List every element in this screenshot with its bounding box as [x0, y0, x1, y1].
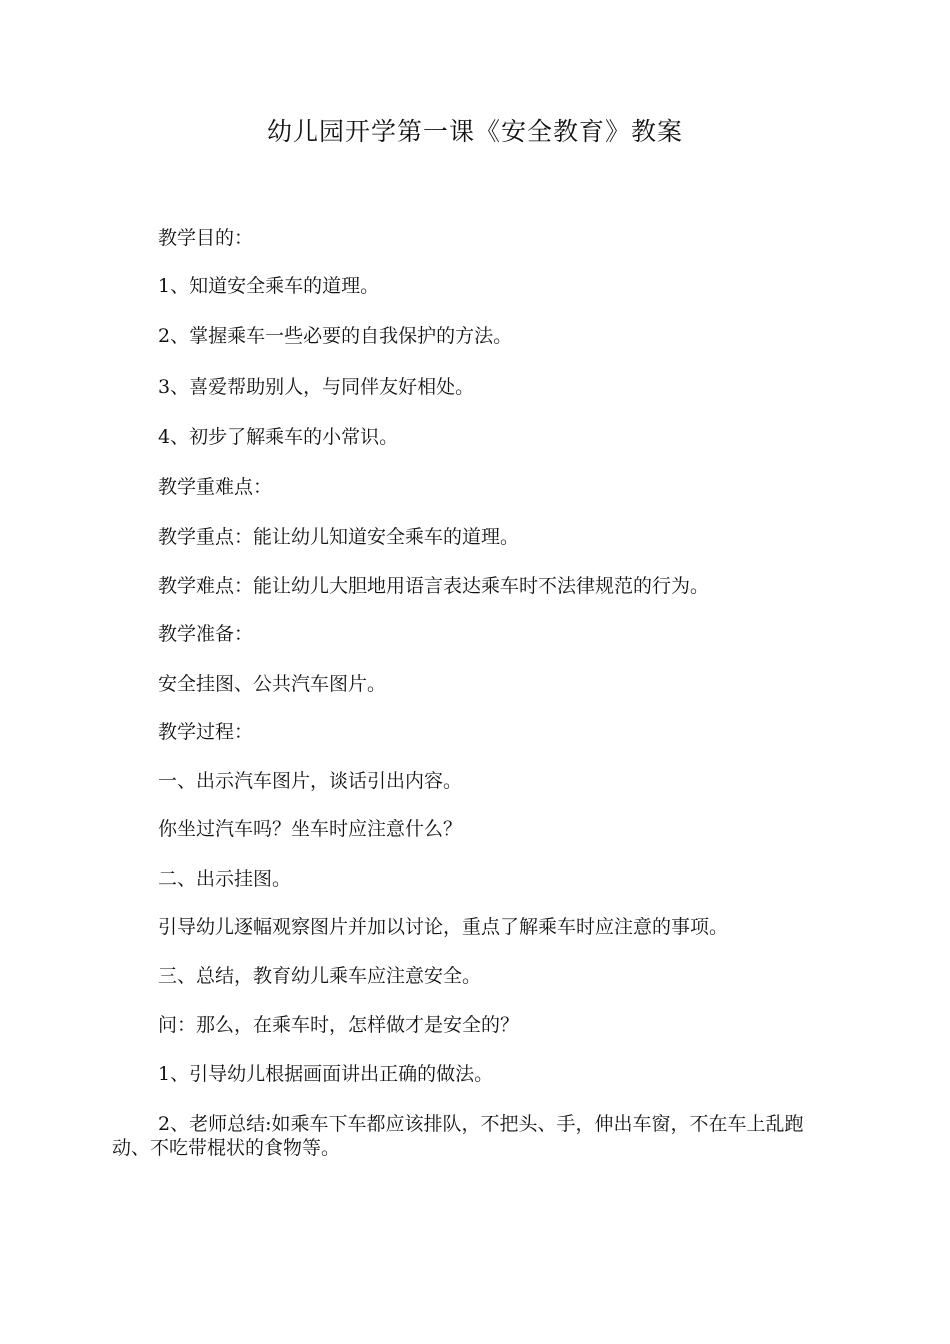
- paragraph-summary: 2、老师总结:如乘车下车都应该排队，不把头、手，伸出车窗，不在车上乱跑动、不吃带棍状的食物等。: [112, 1113, 804, 1159]
- paragraph-preparation: 安全挂图、公共汽车图片。: [158, 673, 387, 695]
- paragraph-step-3: 三、总结，教育幼儿乘车应注意安全。: [158, 965, 482, 987]
- document-title: 幼儿园开学第一课《安全教育》教案: [266, 117, 683, 146]
- paragraph-goal-4: 4、初步了解乘车的小常识。: [158, 426, 399, 448]
- paragraph-preparation-heading: 教学准备：: [158, 623, 254, 645]
- paragraph-guide: 1、引导幼儿根据画面讲出正确的做法。: [158, 1063, 494, 1085]
- paragraph-difficult-point: 教学难点：能让幼儿大胆地用语言表达乘车时不法律规范的行为。: [158, 575, 710, 597]
- paragraph-goal-2: 2、掌握乘车一些必要的自我保护的方法。: [158, 325, 513, 347]
- paragraph-goal-3: 3、喜爱帮助别人，与同伴友好相处。: [158, 376, 475, 398]
- paragraph-key-points-heading: 教学重难点：: [158, 476, 273, 498]
- paragraph-process-heading: 教学过程：: [158, 721, 254, 743]
- paragraph-key-point: 教学重点：能让幼儿知道安全乘车的道理。: [158, 526, 520, 548]
- paragraph-ask: 问：那么，在乘车时，怎样做才是安全的？: [158, 1014, 520, 1036]
- paragraph-step-1: 一、出示汽车图片，谈话引出内容。: [158, 770, 463, 792]
- paragraph-question: 你坐过汽车吗？坐车时应注意什么？: [158, 818, 463, 840]
- paragraph-teaching-goals-heading: 教学目的：: [158, 227, 254, 249]
- paragraph-observe: 引导幼儿逐幅观察图片并加以讨论，重点了解乘车时应注意的事项。: [158, 916, 729, 938]
- paragraph-step-2: 二、出示挂图。: [158, 868, 292, 890]
- paragraph-goal-1: 1、知道安全乘车的道理。: [158, 275, 380, 297]
